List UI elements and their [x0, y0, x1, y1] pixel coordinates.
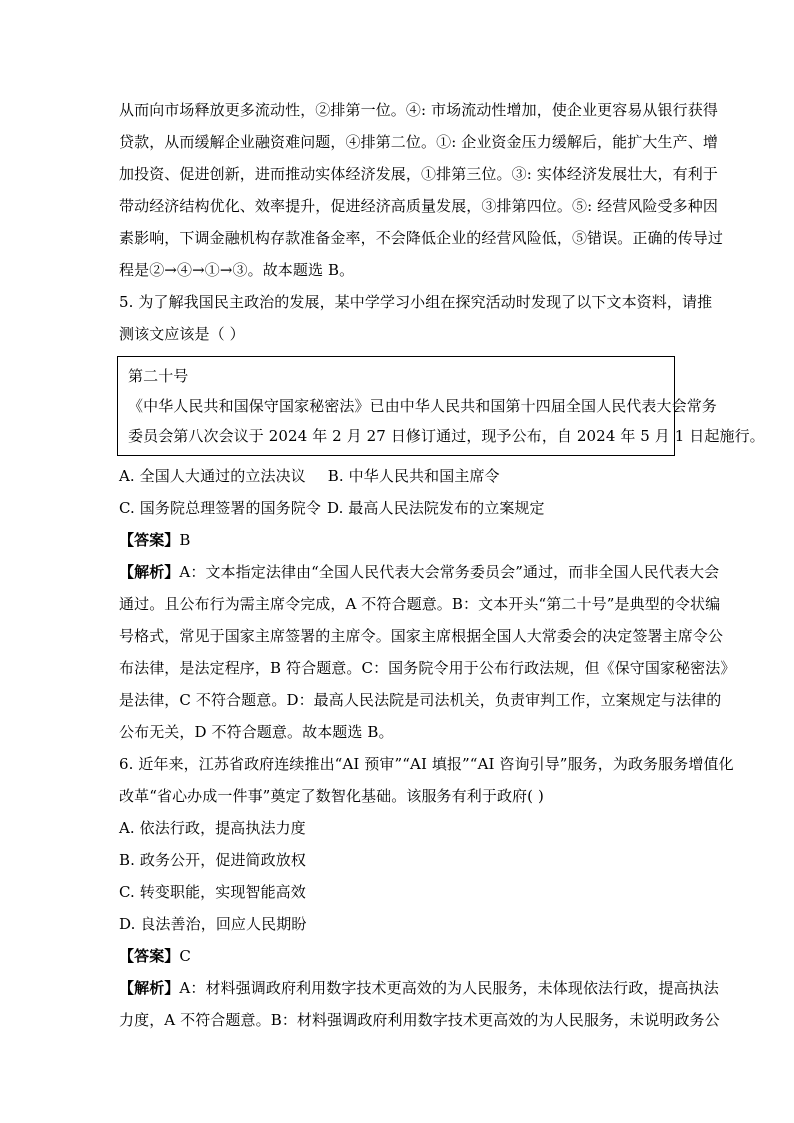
option-b: B. 政务公开，促进简政放权: [119, 851, 306, 869]
material-number: 第二十号: [128, 367, 189, 385]
document-page: [119, 94, 765, 1036]
analysis-line: 公布无关，D 不符合题意。故本题选 B。: [119, 723, 394, 741]
text-line: 程是②→④→①→③。故本题选 B。: [119, 261, 355, 279]
material-box: [117, 356, 765, 456]
answer-value: B: [179, 531, 191, 549]
analysis-line: 布法律，是法定程序，B 符合题意。C：国务院令用于公布行政法规，但《保守国家秘密法》: [119, 659, 736, 677]
answer-row: [119, 524, 679, 556]
analysis-line: 通过。且公布行为需主席令完成，A 不符合题意。B：文本开头“第二十号”是典型的令状编: [119, 595, 721, 613]
question-stem: 改革“省心办成一件事”奠定了数智化基础。该服务有利于政府( ): [119, 787, 544, 805]
option-c: C. 国务院总理签署的国务院令: [119, 499, 321, 517]
question-stem: 6. 近年来，江苏省政府连续推出“AI 预审”“AI 填报”“AI 咨询引导”服务，为政务服务增值化: [119, 755, 734, 773]
question-6: [119, 748, 734, 1036]
text-line: 带动经济结构优化、效率提升，促进经济高质量发展，③排第四位。⑤: 经营风险受多种因: [119, 197, 718, 215]
option-d: D. 良法善治，回应人民期盼: [119, 915, 307, 933]
analysis-line: [119, 556, 720, 588]
material-text: 委员会第八次会议于 2024 年 2 月 27 日修订通过，现予公布，自 2024 年 5 月 1 日起施行。: [128, 427, 765, 445]
material-text: 《中华人民共和国保守国家秘密法》已由中华人民共和国第十四届全国人民代表大会常务: [128, 397, 717, 415]
option-a: A. 依法行政，提高执法力度: [119, 819, 306, 837]
option-a: A. 全国人大通过的立法决议: [119, 467, 306, 485]
option-c: C. 转变职能，实现智能高效: [119, 883, 306, 901]
text-line: 加投资、促进创新，进而推动实体经济发展，①排第三位。③: 实体经济发展壮大，有利于: [119, 165, 718, 183]
analysis-label: 【解析】: [119, 563, 180, 581]
answer-label: 【答案】: [119, 531, 180, 549]
analysis-line: 号格式，常见于国家主席签署的主席令。国家主席根据全国人大常委会的决定签署主席令公: [119, 627, 724, 645]
option-b: B. 中华人民共和国主席令: [327, 467, 500, 485]
analysis-block: [119, 972, 720, 1036]
option-d: D. 最高人民法院发布的立案规定: [326, 499, 545, 517]
question-5: [119, 286, 765, 748]
answer-row: [119, 940, 679, 972]
text-line: 从而向市场释放更多流动性，②排第一位。④: 市场流动性增加，使企业更容易从银行获得: [119, 101, 718, 119]
text-line: 贷款，从而缓解企业融资难问题，④排第二位。①: 企业资金压力缓解后，能扩大生产、增: [119, 133, 718, 151]
analysis-label: 【解析】: [119, 979, 180, 997]
question-stem: 5. 为了解我国民主政治的发展，某中学学习小组在探究活动时发现了以下文本资料，请推: [119, 293, 713, 311]
previous-analysis: [119, 94, 724, 286]
analysis-text: A：材料强调政府利用数字技术更高效的为人民服务，未体现依法行政，提高执法: [179, 979, 719, 997]
question-stem: 测该文应该是（ ）: [119, 325, 245, 343]
text-line: 素影响，下调金融机构存款准备金率，不会降低企业的经营风险低，⑤错误。正确的传导过: [119, 229, 724, 247]
options-row: [119, 460, 679, 492]
analysis-line: 力度，A 不符合题意。B：材料强调政府利用数字技术更高效的为人民服务，未说明政务公: [119, 1011, 720, 1029]
answer-label: 【答案】: [119, 947, 180, 965]
analysis-line: 是法律，C 不符合题意。D：最高人民法院是司法机关，负责审判工作，立案规定与法律的: [119, 691, 722, 709]
options-row: [119, 492, 679, 524]
analysis-block: [119, 556, 736, 748]
answer-value: C: [179, 947, 191, 965]
analysis-line: [119, 972, 719, 1004]
analysis-text: A：文本指定法律由“全国人民代表大会常务委员会”通过，而非全国人民代表大会: [179, 563, 720, 581]
